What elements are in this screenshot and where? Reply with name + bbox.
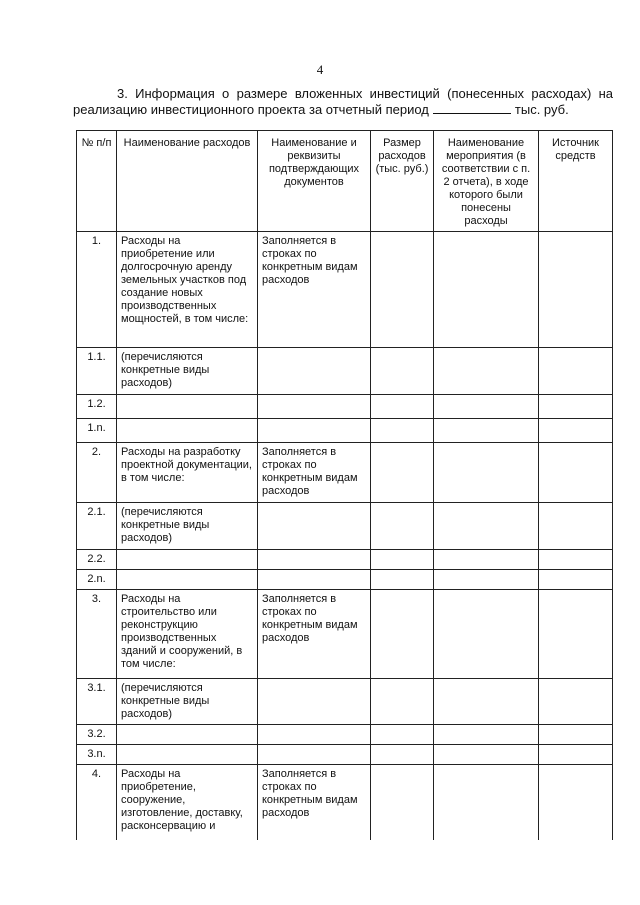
table-row <box>77 550 613 570</box>
row-number: 2.1. <box>77 503 117 550</box>
row-expense-name: (перечисляются конкретные виды расходов) <box>117 679 258 725</box>
row-event <box>434 232 539 348</box>
row-amount <box>371 745 434 765</box>
row-event <box>434 550 539 570</box>
row-amount <box>371 570 434 590</box>
row-event <box>434 348 539 395</box>
intro-unit: тыс. руб. <box>514 102 569 117</box>
row-documents <box>258 550 371 570</box>
row-event <box>434 503 539 550</box>
row-number: 1.1. <box>77 348 117 395</box>
row-documents <box>258 419 371 443</box>
row-number: 2. <box>77 443 117 503</box>
intro-line-2-text: реализацию инвестиционного проекта за отчетный период <box>73 102 429 117</box>
row-expense-name: Расходы на приобретение, сооружение, изготовление, доставку, расконсервацию и <box>117 765 258 840</box>
row-documents <box>258 503 371 550</box>
investment-expenses-table <box>76 130 613 840</box>
header-expense-name: Наименование расходов <box>117 131 258 232</box>
row-expense-name: (перечисляются конкретные виды расходов) <box>117 348 258 395</box>
row-number: 1.2. <box>77 395 117 419</box>
table-row <box>77 419 613 443</box>
row-number: 3.1. <box>77 679 117 725</box>
row-number: 2.n. <box>77 570 117 590</box>
row-source <box>539 570 613 590</box>
row-amount <box>371 590 434 679</box>
row-documents <box>258 745 371 765</box>
row-number: 1. <box>77 232 117 348</box>
table-row <box>77 348 613 395</box>
table-row <box>77 443 613 503</box>
row-source <box>539 232 613 348</box>
row-documents <box>258 679 371 725</box>
row-number: 3.n. <box>77 745 117 765</box>
row-expense-name <box>117 395 258 419</box>
header-documents: Наименование и реквизиты подтверждающих документов <box>258 131 371 232</box>
row-source <box>539 419 613 443</box>
row-source <box>539 745 613 765</box>
row-amount <box>371 395 434 419</box>
row-event <box>434 679 539 725</box>
row-event <box>434 570 539 590</box>
row-expense-name: Расходы на разработку проектной документации, в том числе: <box>117 443 258 503</box>
period-blank-field <box>433 102 511 114</box>
row-expense-name <box>117 725 258 745</box>
row-source <box>539 590 613 679</box>
row-documents <box>258 348 371 395</box>
row-number: 4. <box>77 765 117 840</box>
row-number: 3. <box>77 590 117 679</box>
table-row <box>77 590 613 679</box>
row-expense-name <box>117 419 258 443</box>
table-row <box>77 679 613 725</box>
row-amount <box>371 503 434 550</box>
row-documents: Заполняется в строках по конкретным видам расходов <box>258 232 371 348</box>
row-event <box>434 419 539 443</box>
row-number: 3.2. <box>77 725 117 745</box>
row-amount <box>371 725 434 745</box>
row-documents: Заполняется в строках по конкретным видам расходов <box>258 443 371 503</box>
row-amount <box>371 443 434 503</box>
table-header-row <box>77 131 613 232</box>
table-row <box>77 395 613 419</box>
row-documents <box>258 395 371 419</box>
row-amount <box>371 232 434 348</box>
row-expense-name <box>117 550 258 570</box>
header-amount: Размер расходов (тыс. руб.) <box>371 131 434 232</box>
intro-line-1: 3. Информация о размере вложенных инвестиций (понесенных расходах) на <box>117 86 613 101</box>
row-event <box>434 745 539 765</box>
row-source <box>539 503 613 550</box>
table-row <box>77 570 613 590</box>
row-expense-name: Расходы на строительство или реконструкцию производственных зданий и сооружений, в том числе: <box>117 590 258 679</box>
row-amount <box>371 679 434 725</box>
row-event <box>434 590 539 679</box>
page-number: 4 <box>316 62 324 77</box>
row-source <box>539 725 613 745</box>
row-source <box>539 679 613 725</box>
row-event <box>434 765 539 840</box>
row-source <box>539 443 613 503</box>
row-number: 1.n. <box>77 419 117 443</box>
row-number: 2.2. <box>77 550 117 570</box>
intro-line-2 <box>73 102 613 118</box>
table-row <box>77 503 613 550</box>
row-event <box>434 395 539 419</box>
table-row <box>77 765 613 840</box>
row-source <box>539 550 613 570</box>
row-expense-name <box>117 570 258 590</box>
row-event <box>434 725 539 745</box>
row-event <box>434 443 539 503</box>
row-documents: Заполняется в строках по конкретным видам расходов <box>258 765 371 840</box>
section-intro <box>73 86 613 118</box>
row-documents <box>258 725 371 745</box>
row-expense-name: Расходы на приобретение или долгосрочную аренду земельных участков под создание новых производственных мощностей, в том числе: <box>117 232 258 348</box>
row-source <box>539 765 613 840</box>
row-expense-name <box>117 745 258 765</box>
row-amount <box>371 348 434 395</box>
table-row <box>77 725 613 745</box>
header-number: № п/п <box>77 131 117 232</box>
row-amount <box>371 550 434 570</box>
header-source: Источник средств <box>539 131 613 232</box>
row-amount <box>371 419 434 443</box>
table-row <box>77 745 613 765</box>
row-source <box>539 395 613 419</box>
row-source <box>539 348 613 395</box>
row-expense-name: (перечисляются конкретные виды расходов) <box>117 503 258 550</box>
table-row <box>77 232 613 348</box>
row-documents <box>258 570 371 590</box>
row-amount <box>371 765 434 840</box>
row-documents: Заполняется в строках по конкретным видам расходов <box>258 590 371 679</box>
header-event: Наименование мероприятия (в соответствии с п. 2 отчета), в ходе которого были понесены расходы <box>434 131 539 232</box>
